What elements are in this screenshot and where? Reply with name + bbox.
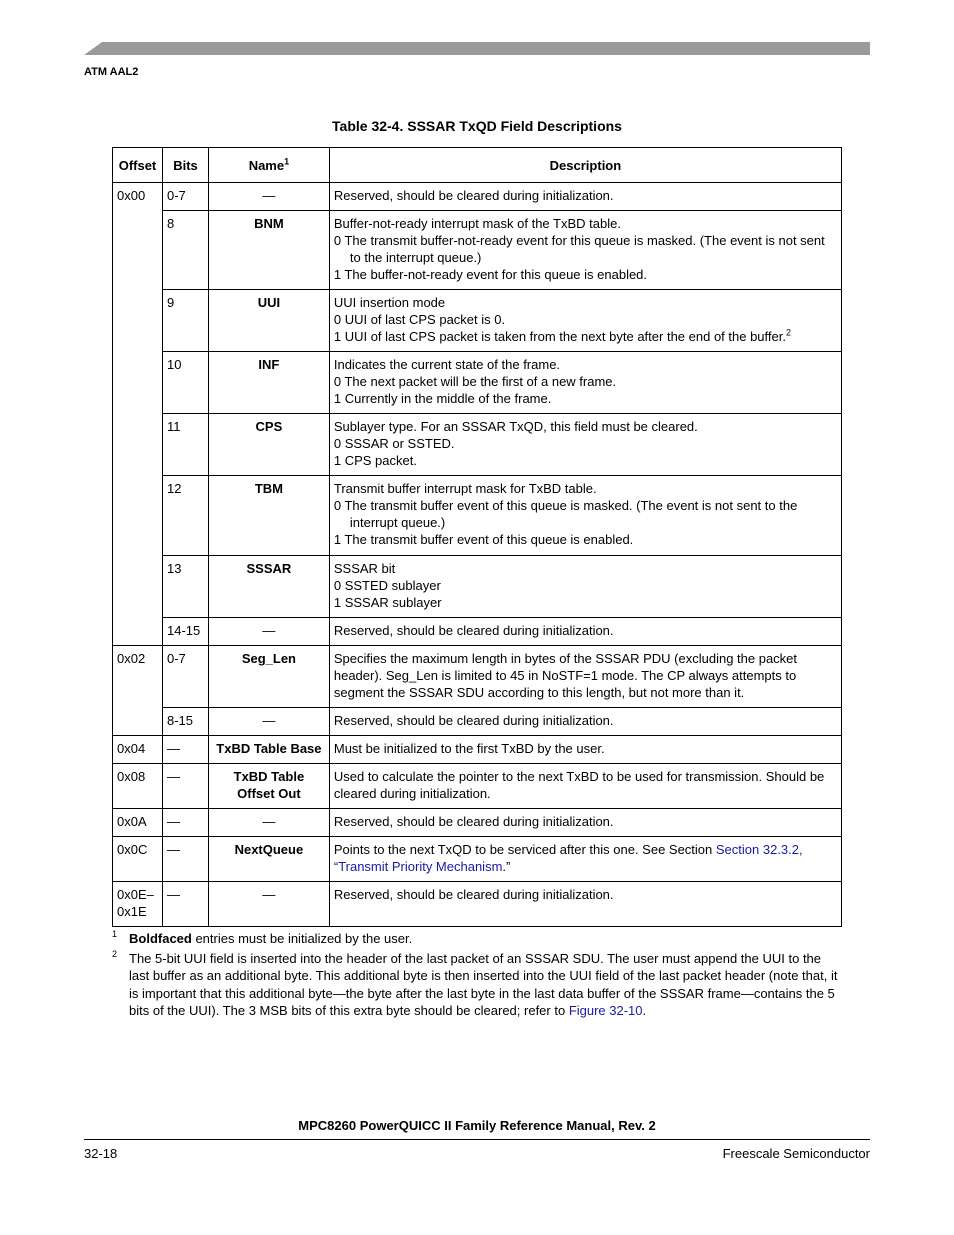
col-name: Name$^1$ [208,148,329,183]
description-cell [329,211,841,290]
description-cell: Must be initialized to the first TxBD by the user. [329,736,841,764]
bits-cell: 9 [162,290,208,352]
bits-cell: 14-15 [162,618,208,646]
name-cell: — [208,882,329,927]
description-line: 1 UUI of last CPS packet is taken from the next byte after the end of the buffer.$^2$ [333,327,791,344]
footnote [112,930,842,948]
description-line: Transmit buffer interrupt mask for TxBD table. [333,481,597,496]
description-cell: Reserved, should be cleared during initialization. [329,183,841,211]
table-row [113,646,842,708]
description-cell: Reserved, should be cleared during initialization. [329,809,841,837]
bits-cell: 8 [162,211,208,290]
footnote-text: entries must be initialized by the user. [191,931,413,946]
name-cell: BNM [208,211,329,290]
description-cell [329,290,841,352]
description-cell [329,476,841,556]
description-line: 1 SSSAR sublayer [333,595,442,610]
description-cell: Reserved, should be cleared during initialization. [329,708,841,736]
description-cell: Points to the next TxQD to be serviced after this one. See Section Section 32.3.2, “Transmit Priority Mechanism.” [329,837,841,882]
offset-cell: 0x0A [113,809,163,837]
bits-cell: 8-15 [162,708,208,736]
footnote-number: 1 [112,929,118,939]
table-row [113,556,842,618]
description-cell: Used to calculate the pointer to the next TxBD to be used for transmission. Should be cleared during initialization. [329,764,841,809]
name-cell: — [208,618,329,646]
table-row [113,882,842,927]
bits-cell: — [162,837,208,882]
description-line: 1 The transmit buffer event of this queue is enabled. [333,532,634,547]
footer-divider [84,1139,870,1140]
description-line: 0 SSTED sublayer [333,578,441,593]
description-line: Sublayer type. For an SSSAR TxQD, this field must be cleared. [333,419,698,434]
table-row [113,183,842,211]
table-row [113,290,842,352]
footnote-text: The 5-bit UUI field is inserted into the header of the last packet of an SSSAR SDU. The user must append the UUI to the last buffer as an additional byte. This additional byte is then inserted into the UUI field of the last packet header (note that, it is important that this additional byte—the byte after the last byte in the last data buffer of the SSSAR frame—contains the 5 bits of the UUI). The 3 MSB bits of this extra byte should be cleared; refer to [129,950,838,1018]
bits-cell: 13 [162,556,208,618]
name-cell: TBM [208,476,329,556]
bits-cell: — [162,764,208,809]
description-line: 0 SSSAR or SSTED. [333,436,455,451]
description-line: SSSAR bit [333,561,396,576]
footnote-bold: Boldfaced [129,931,192,946]
offset-cell: 0x08 [113,764,163,809]
offset-cell: 0x04 [113,736,163,764]
header-bar [84,42,870,55]
bits-cell: — [162,809,208,837]
company-name: Freescale Semiconductor [722,1146,870,1161]
table-row [113,708,842,736]
table-row [113,764,842,809]
bits-cell: 11 [162,414,208,476]
table-row [113,736,842,764]
description-line: Indicates the current state of the frame. [333,357,561,372]
bits-cell: — [162,882,208,927]
footer-title: MPC8260 PowerQUICC II Family Reference Manual, Rev. 2 [298,1118,656,1133]
description-cell [329,556,841,618]
footnote-ref: 2 [785,327,791,338]
name-cell: CPS [208,414,329,476]
description-cell: Reserved, should be cleared during initialization. [329,882,841,927]
table-row [113,837,842,882]
bits-cell: — [162,736,208,764]
name-cell: UUI [208,290,329,352]
table-header-row [113,148,842,183]
name-cell: TxBD Table Offset Out [208,764,329,809]
description-cell: Reserved, should be cleared during initialization. [329,618,841,646]
footnote-number: 2 [112,948,118,959]
table-row [113,809,842,837]
figure-link[interactable]: Figure 32-10 [568,1003,643,1018]
offset-cell: 0x02 [113,646,163,736]
offset-cell: 0x00 [113,183,163,646]
col-description: Description [329,148,841,183]
description-line: 0 The next packet will be the first of a new frame. [333,374,617,389]
offset-cell: 0x0E–0x1E [113,882,163,927]
table-row [113,476,842,556]
name-cell: TxBD Table Base [208,736,329,764]
description-line: 1 CPS packet. [333,453,417,468]
table-row [113,352,842,414]
table-row [113,618,842,646]
table-row [113,211,842,290]
description-cell [329,414,841,476]
description-cell [329,352,841,414]
name-cell: SSSAR [208,556,329,618]
description-line: Buffer-not-ready interrupt mask of the TxBD table. [333,216,621,231]
name-cell: — [208,183,329,211]
bits-cell: 0-7 [162,646,208,708]
field-descriptions-table [112,147,842,927]
description-line: 0 The transmit buffer-not-ready event for this queue is masked. (The event is not sent to the interrupt queue.) [333,233,825,265]
chapter-title: ATM AAL2 [84,66,139,78]
bits-cell: 0-7 [162,183,208,211]
description-line: UUI insertion mode [333,295,446,310]
col-bits: Bits [162,148,208,183]
name-cell: — [208,809,329,837]
section-link[interactable]: Section 32.3.2, “Transmit Priority Mechanism [333,842,803,874]
page-number: 32-18 [84,1146,118,1161]
table-title: Table 32-4. SSSAR TxQD Field Descriptions [332,118,622,134]
name-cell: Seg_Len [208,646,329,708]
table-row [113,414,842,476]
bits-cell: 12 [162,476,208,556]
description-line: 1 Currently in the middle of the frame. [333,391,552,406]
col-offset: Offset [113,148,163,183]
description-line: 0 The transmit buffer event of this queue is masked. (The event is not sent to the interrupt queue.) [333,498,798,530]
offset-cell: 0x0C [113,837,163,882]
description-line: 0 UUI of last CPS packet is 0. [333,312,506,327]
name-cell: — [208,708,329,736]
footnotes [112,930,842,1022]
footnote: 2 The 5-bit UUI field is inserted into the header of the last packet of an SSSAR SDU. The user must append the UUI to the last buffer as an additional byte. This additional byte is then inserted into the UUI field of the last packet header (note that, it is important that this additional byte—the byte after the last byte in the last data buffer of the SSSAR frame—contains the 5 bits of the UUI). The 3 MSB bits of this extra byte should be cleared; refer to Figure 32-10. [112,950,842,1020]
name-cell: INF [208,352,329,414]
bits-cell: 10 [162,352,208,414]
name-cell: NextQueue [208,837,329,882]
description-cell: Specifies the maximum length in bytes of the SSSAR PDU (excluding the packet header). Seg_Len is limited to 45 in NoSTF=1 mode. The CP always attempts to segment the SSSAR SDU according to this length, but not more than it. [329,646,841,708]
description-line: 1 The buffer-not-ready event for this queue is enabled. [333,267,648,282]
